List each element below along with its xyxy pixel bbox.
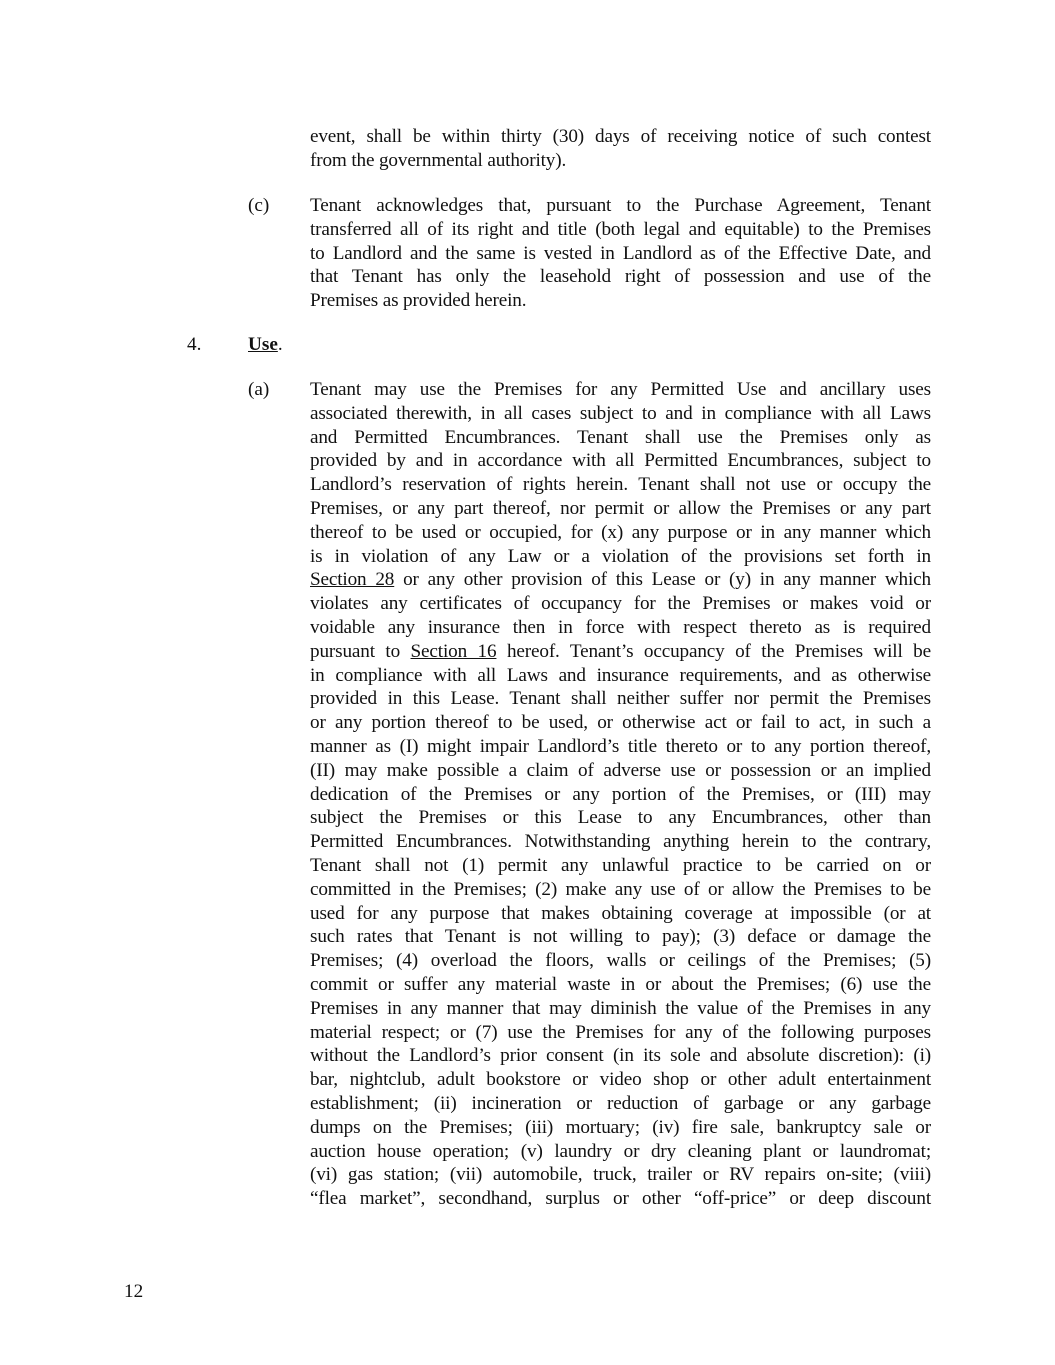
text-line: Landlord’s reservation of rights herein. Tenant shall not use or occupy the bbox=[310, 474, 931, 496]
text-line: dumps on the Premises; (iii) mortuary; (iv) fire sale, bankruptcy sale or bbox=[310, 1116, 931, 1138]
text-line: provided by and in accordance with all Permitted Encumbrances, subject to bbox=[310, 450, 931, 472]
text-line: Premises, or any part thereof, nor permit or allow the Premises or any part bbox=[310, 497, 931, 519]
text-line: bar, nightclub, adult bookstore or video shop or other adult entertainment bbox=[310, 1069, 931, 1091]
text-line: to Landlord and the same is vested in Landlord as of the Effective Date, and bbox=[310, 242, 931, 264]
text-line: and Permitted Encumbrances. Tenant shall use the Premises only as bbox=[310, 426, 931, 448]
section-28-link[interactable]: Section 28 bbox=[310, 569, 395, 591]
text-line: transferred all of its right and title (both legal and equitable) to the Premises bbox=[310, 218, 931, 240]
text-line: (II) may make possible a claim of adverse use or possession or an implied bbox=[310, 759, 931, 781]
text-fragment: or any other provision of this Lease or (y) in any manner which bbox=[403, 569, 931, 591]
text-line: Permitted Encumbrances. Notwithstanding anything herein to the contrary, bbox=[310, 831, 931, 853]
clause-c-paragraph bbox=[310, 194, 931, 313]
text-line: material respect; or (7) use the Premises for any of the following purposes bbox=[310, 1021, 931, 1043]
clause-a-label: (a) bbox=[248, 379, 270, 400]
section-16-link[interactable]: Section 16 bbox=[410, 640, 497, 662]
text-line: violates any certificates of occupancy for the Premises or makes void or bbox=[310, 593, 931, 615]
text-line: Tenant shall not (1) permit any unlawful practice to be carried on or bbox=[310, 854, 931, 876]
text-fragment: hereof. Tenant’s occupancy of the Premises will be bbox=[506, 640, 931, 662]
text-line: committed in the Premises; (2) make any use of or allow the Premises to be bbox=[310, 878, 931, 900]
text-line: commit or suffer any material waste in or about the Premises; (6) use the bbox=[310, 973, 931, 995]
text-line: Premises; (4) overload the floors, walls or ceilings of the Premises; (5) bbox=[310, 950, 931, 972]
text-line: such rates that Tenant is not willing to pay); (3) deface or damage the bbox=[310, 926, 931, 948]
text-line: from the governmental authority). bbox=[310, 149, 567, 171]
text-line: is in violation of any Law or a violation of the provisions set forth in bbox=[310, 545, 931, 567]
text-line: used for any purpose that makes obtaining coverage at impossible (or at bbox=[310, 902, 931, 924]
text-line: associated therewith, in all cases subject to and in compliance with all Laws bbox=[310, 402, 931, 424]
text-line: event, shall be within thirty (30) days of receiving notice of such contest bbox=[310, 126, 931, 147]
text-line: manner as (I) might impair Landlord’s title thereto or to any portion thereof, bbox=[310, 735, 931, 757]
continuation-paragraph bbox=[310, 125, 931, 173]
text-line: Premises as provided herein. bbox=[310, 290, 527, 312]
page-number: 12 bbox=[124, 1281, 144, 1302]
text-line: (vi) gas station; (vii) automobile, truck, trailer or RV repairs on-site; (viii) bbox=[310, 1164, 931, 1186]
text-line: thereof to be used or occupied, for (x) any purpose or in any manner which bbox=[310, 521, 931, 543]
clause-a-paragraph bbox=[310, 378, 931, 1211]
text-line: establishment; (ii) incineration or reduction of garbage or any garbage bbox=[310, 1092, 931, 1114]
text-line: or any portion thereof to be used, or otherwise act or fail to act, in such a bbox=[310, 712, 931, 734]
text-line: voidable any insurance then in force with respect thereto as is required bbox=[310, 616, 931, 638]
text-line: Premises in any manner that may diminish the value of the Premises in any bbox=[310, 997, 931, 1019]
text-fragment: pursuant to bbox=[310, 640, 401, 662]
section-number: 4. bbox=[187, 334, 202, 355]
text-line: that Tenant has only the leasehold right of possession and use of the bbox=[310, 266, 931, 288]
clause-c-label: (c) bbox=[248, 195, 270, 216]
section-title-period: . bbox=[277, 334, 283, 355]
text-line bbox=[310, 640, 931, 664]
text-line: subject the Premises or this Lease to any Encumbrances, other than bbox=[310, 807, 931, 829]
text-line: Tenant may use the Premises for any Permitted Use and ancillary uses bbox=[310, 379, 931, 400]
section-heading bbox=[248, 333, 283, 357]
text-line: dedication of the Premises or any portion of the Premises, or (III) may bbox=[310, 783, 931, 805]
text-line: provided in this Lease. Tenant shall neither suffer nor permit the Premises bbox=[310, 688, 931, 710]
text-line: Tenant acknowledges that, pursuant to the Purchase Agreement, Tenant bbox=[310, 195, 931, 216]
text-line: auction house operation; (v) laundry or dry cleaning plant or laundromat; bbox=[310, 1140, 931, 1162]
text-line bbox=[310, 568, 931, 592]
text-line: “flea market”, secondhand, surplus or other “off-price” or deep discount bbox=[310, 1188, 931, 1210]
section-title: Use bbox=[248, 334, 278, 355]
text-line: in compliance with all Laws and insurance requirements, and as otherwise bbox=[310, 664, 931, 686]
text-line: without the Landlord’s prior consent (in its sole and absolute discretion): (i) bbox=[310, 1045, 931, 1067]
